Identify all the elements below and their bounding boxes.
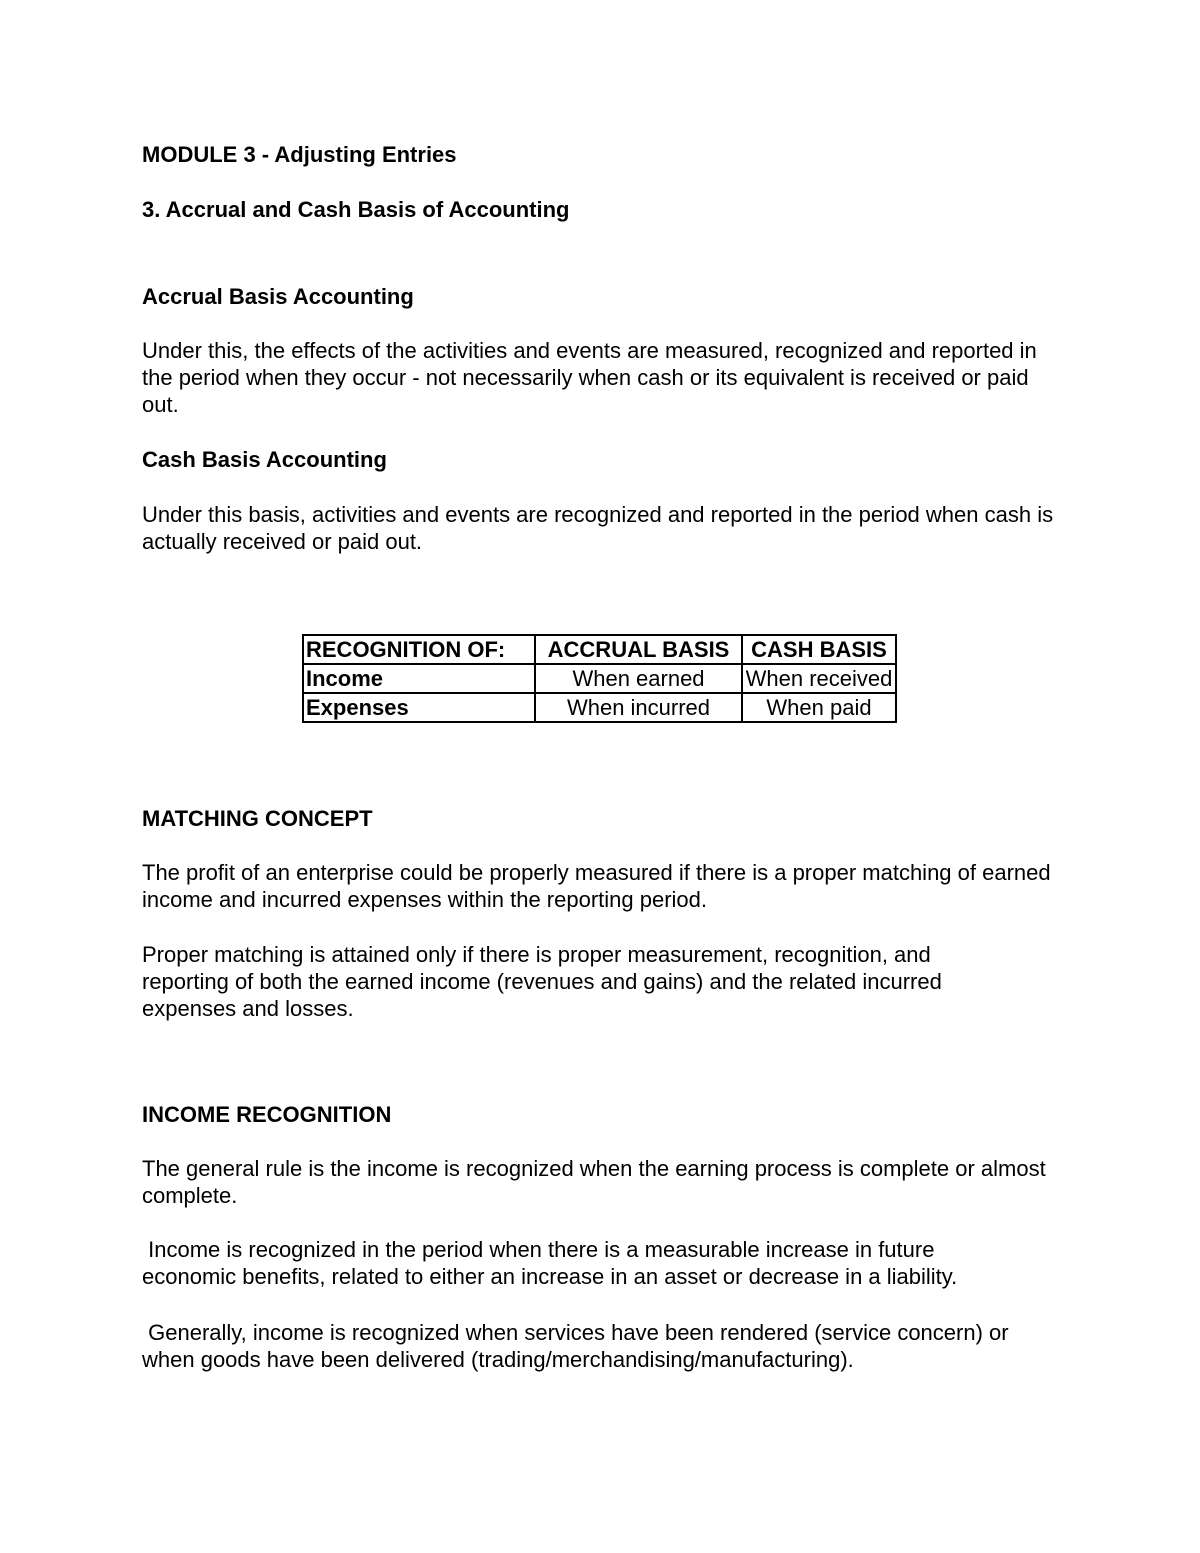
table-header-cell: CASH BASIS [742,635,896,664]
module-title: MODULE 3 - Adjusting Entries [142,142,457,167]
accrual-heading: Accrual Basis Accounting [142,284,414,309]
matching-paragraph-2: Proper matching is attained only if there is proper measurement, recognition, and reporting of both the earned income (revenues and gains) and the related incurred expenses and losses. [142,942,942,1021]
table-cell: Income [303,664,535,693]
table-header-cell: ACCRUAL BASIS [535,635,742,664]
table-cell: When received [742,664,896,693]
recognition-table [302,634,897,723]
income-recognition-heading: INCOME RECOGNITION [142,1102,392,1127]
table-cell: When earned [535,664,742,693]
income-recognition-paragraph-1: The general rule is the income is recognized when the earning process is complete or almost complete. [142,1156,1052,1208]
table-header-cell: RECOGNITION OF: [303,635,535,664]
table-header-row [303,635,896,664]
table-row [303,693,896,722]
income-recognition-paragraph-2: Income is recognized in the period when there is a measurable increase in future economic benefits, related to either an increase in an asset or decrease in a liability. [142,1237,958,1289]
matching-heading: MATCHING CONCEPT [142,806,373,831]
table-cell: When paid [742,693,896,722]
section-title: 3. Accrual and Cash Basis of Accounting [142,197,570,222]
income-recognition-paragraph-3: Generally, income is recognized when services have been rendered (service concern) or when goods have been delivered (trading/merchandising/manufacturing). [142,1320,1015,1372]
table-row [303,664,896,693]
accrual-body: Under this, the effects of the activities and events are measured, recognized and reported in the period when they occur - not necessarily when cash or its equivalent is received or paid out. [142,338,1037,417]
table-cell: Expenses [303,693,535,722]
matching-paragraph-1: The profit of an enterprise could be properly measured if there is a proper matching of earned income and incurred expenses within the reporting period. [142,860,1051,912]
cash-body: Under this basis, activities and events are recognized and reported in the period when cash is actually received or paid out. [142,502,1054,554]
table-cell: When incurred [535,693,742,722]
cash-heading: Cash Basis Accounting [142,447,387,472]
